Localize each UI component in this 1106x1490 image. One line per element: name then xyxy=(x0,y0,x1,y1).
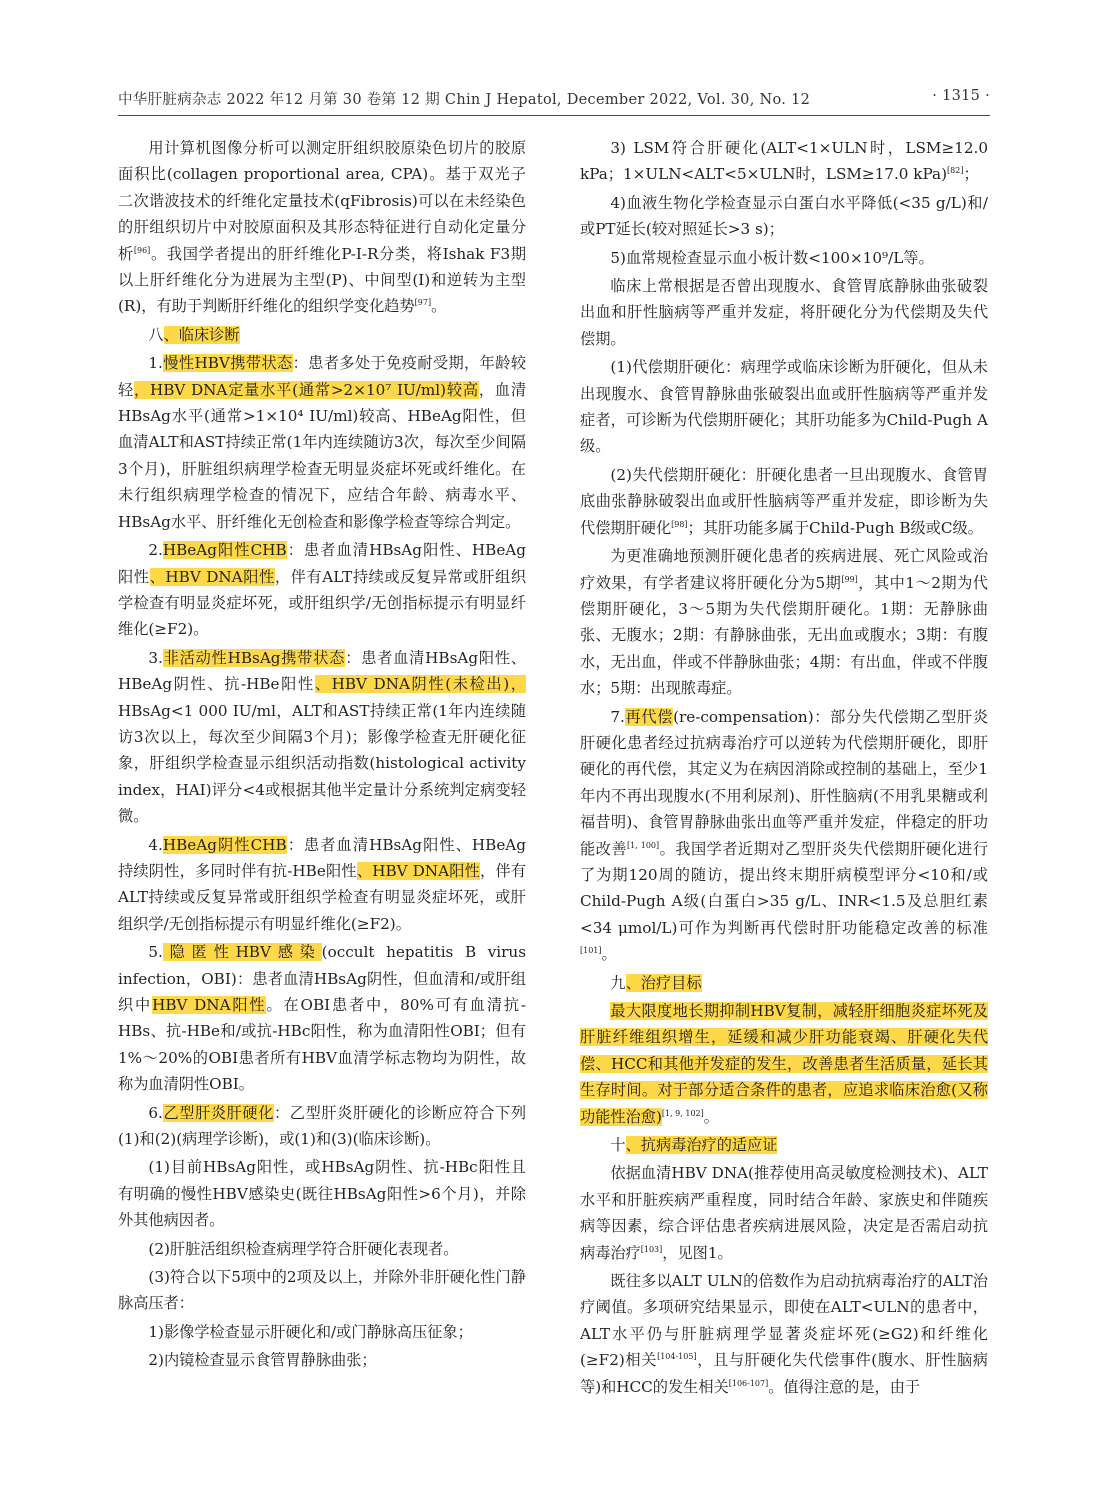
paragraph-treatment-goal: 最大限度地长期抑制HBV复制，减轻肝细胞炎症坏死及肝脏纤维组织增生，延缓和减少肝功能衰竭、肝硬化失代偿、HCC和其他并发症的发生，改善患者生活质量，延长其生存时间。对于部分适合条件的患者，应追求临床治愈(又称功能性治愈)[1, 9, 102]。 xyxy=(580,1002,988,1126)
criterion-3-4: 4)血液生物化学检查显示白蛋白水平降低(<35 g/L)和/或PT延长(较对照延长>3 s)； xyxy=(580,193,988,239)
paragraph-five-stages: 为更准确地预测肝硬化患者的疾病进展、死亡风险或治疗效果，有学者建议将肝硬化分为5期[99]，其中1～2期为代偿期肝硬化，3～5期为失代偿期肝硬化。1期：无静脉曲张、无腹水；2期：有静脉曲张，无出血或腹水；3期：有腹水，无出血，伴或不伴静脉曲张；4期：有出血，伴或不伴腹水；5期：出现脓毒症。 xyxy=(580,547,988,698)
criterion-3-1: 1)影像学检查显示肝硬化和/或门静脉高压征象； xyxy=(148,1322,473,1341)
paragraph-compensated: (1)代偿期肝硬化：病理学或临床诊断为肝硬化，但从未出现腹水、食管胃静脉曲张破裂出血或肝性脑病等严重并发症者，可诊断为代偿期肝硬化；其肝功能多为Child-Pugh A级。 xyxy=(580,358,988,456)
item-5: 5.隐匿性HBV感染(occult hepatitis B virus infection，OBI)：患者血清HBsAg阴性，但血清和/或肝组织中HBV DNA阳性。在OBI患者中，80%可有血清抗-HBs、抗-HBe和/或抗-HBc阳性，称为血清阳性OBI；但有1%～20%的OBI患者所有HBV血清学标志物均为阴性，故称为血清阴性OBI。 xyxy=(118,943,527,1094)
journal-citation: 中华肝脏病杂志 2022 年12 月第 30 卷第 12 期 Chin J Hepatol, December 2022, Vol. 30, No. 12 xyxy=(118,92,811,108)
item-7: 7.再代偿(re-compensation)：部分失代偿期乙型肝炎肝硬化患者经过抗病毒治疗可以逆转为代偿期肝硬化，即肝硬化的再代偿，其定义为在病因消除或控制的基础上，至少1年内不再出现腹水(不用利尿剂)、肝性脑病(不用乳果糖或利福昔明)、食管胃静脉曲张出血等严重并发症，伴稳定的肝功能改善[1, 100]。我国学者近期对乙型肝炎失代偿期肝硬化进行了为期120周的随访，提出终末期肝病模型评分<10和/或Child-Pugh A级(白蛋白>35 g/L、INR<1.5及总胆红素<34 μmol/L)可作为判断再代偿时肝功能稳定改善的标准[101]。 xyxy=(580,707,989,964)
running-header xyxy=(118,88,990,116)
criterion-3-2: 2)内镜检查显示食管胃静脉曲张； xyxy=(148,1351,377,1370)
criterion-3-3: 3) LSM符合肝硬化(ALT<1×ULN时，LSM≥12.0 kPa；1×ULN<ALT<5×ULN时，LSM≥17.0 kPa)[82]； xyxy=(580,139,988,184)
paragraph-indications: 依据血清HBV DNA(推荐使用高灵敏度检测技术)、ALT水平和肝脏疾病严重程度，同时结合年龄、家族史和伴随疾病等因素，综合评估患者疾病进展风险，决定是否需启动抗病毒治疗[103]，见图1。 xyxy=(580,1164,988,1262)
paragraph-staging: 临床上常根据是否曾出现腹水、食管胃底静脉曲张破裂出血和肝性脑病等严重并发症，将肝硬化分为代偿期及失代偿期。 xyxy=(580,277,988,348)
left-column xyxy=(118,135,526,1376)
section-heading-10: 十、抗病毒治疗的适应证 xyxy=(610,1136,778,1155)
paragraph-decompensated: (2)失代偿期肝硬化：肝硬化患者一旦出现腹水、食管胃底曲张静脉破裂出血或肝性脑病等严重并发症，即诊断为失代偿期肝硬化[98]；其肝功能多属于Child-Pugh B级或C级。 xyxy=(580,465,988,537)
item-4: 4.HBeAg阴性CHB：患者血清HBsAg阳性、HBeAg持续阴性，多同时伴有抗-HBe阳性、HBV DNA阳性，伴有ALT持续或反复异常或肝组织学检查有明显炎症坏死，或肝组织学/无创指标提示有明显纤维化(≥F2)。 xyxy=(118,835,526,933)
item-3: 3.非活动性HBsAg携带状态：患者血清HBsAg阳性、HBeAg阴性、抗-HBe阳性、HBV DNA阴性(未检出)，HBsAg<1 000 IU/ml，ALT和AST持续正常(1年内连续随访3次以上，每次至少间隔3个月)；影像学检查无肝硬化征象，肝组织学检查显示组织活动指数(histological activity index，HAI)评分<4或根据其他半定量计分系统判定病变轻微。 xyxy=(118,648,527,826)
item-2: 2.HBeAg阳性CHB：患者血清HBsAg阳性、HBeAg阳性、HBV DNA阳性，伴有ALT持续或反复异常或肝组织学检查有明显炎症坏死，或肝组织学/无创指标提示有明显纤维化(≥F2)。 xyxy=(118,541,527,639)
section-heading-8: 八、临床诊断 xyxy=(148,325,240,344)
paragraph-alt-threshold: 既往多以ALT ULN的倍数作为启动抗病毒治疗的ALT治疗阈值。多项研究结果显示，即使在ALT<ULN的患者中，ALT水平仍与肝脏病理学显著炎症坏死(≥G2)和纤维化(≥F2)相关[104-105]，且与肝硬化失代偿事件(腹水、肝性脑病等)和HCC的发生相关[106-107]。值得注意的是，由于 xyxy=(580,1272,988,1396)
paragraph-cpa: 用计算机图像分析可以测定肝组织胶原染色切片的胶原面积比(collagen proportional area, CPA)。基于双光子二次谐波技术的纤维化定量技术(qFibrosis)可以在未经染色的肝组织切片中对胶原面积及其形态特征进行自动化定量分析[96]。我国学者提出的肝纤维化P-I-R分类，将Ishak F3期以上肝纤维化分为进展为主型(P)、中间型(I)和逆转为主型(R)，有助于判断肝纤维化的组织学变化趋势[97]。 xyxy=(118,139,527,316)
item-6: 6.乙型肝炎肝硬化：乙型肝炎肝硬化的诊断应符合下列(1)和(2)(病理学诊断)，或(1)和(3)(临床诊断)。 xyxy=(118,1103,527,1149)
criterion-2: (2)肝脏活组织检查病理学符合肝硬化表现者。 xyxy=(148,1239,459,1258)
criterion-1: (1)目前HBsAg阳性，或HBsAg阴性、抗-HBc阳性且有明确的慢性HBV感染史(既往HBsAg阳性>6个月)，并除外其他病因者。 xyxy=(118,1158,526,1230)
criterion-3: (3)符合以下5项中的2项及以上，并除外非肝硬化性门静脉高压者： xyxy=(118,1268,526,1313)
section-heading-9: 九、治疗目标 xyxy=(610,973,702,992)
criterion-3-5: 5)血常规检查显示血小板计数<100×10⁹/L等。 xyxy=(610,248,934,267)
item-1: 1.慢性HBV携带状态：患者多处于免疫耐受期，年龄较轻，HBV DNA定量水平(通常>2×10⁷ IU/ml)较高，血清HBsAg水平(通常>1×10⁴ IU/ml)较高、HBeAg阳性，但血清ALT和AST持续正常(1年内连续随访3次，每次至少间隔3个月)，肝脏组织病理学检查无明显炎症坏死或纤维化。在未行组织病理学检查的情况下，应结合年龄、病毒水平、HBsAg水平、肝纤维化无创检查和影像学检查等综合判定。 xyxy=(118,354,527,531)
page-number: · 1315 · xyxy=(932,88,990,104)
right-column xyxy=(580,135,988,1402)
